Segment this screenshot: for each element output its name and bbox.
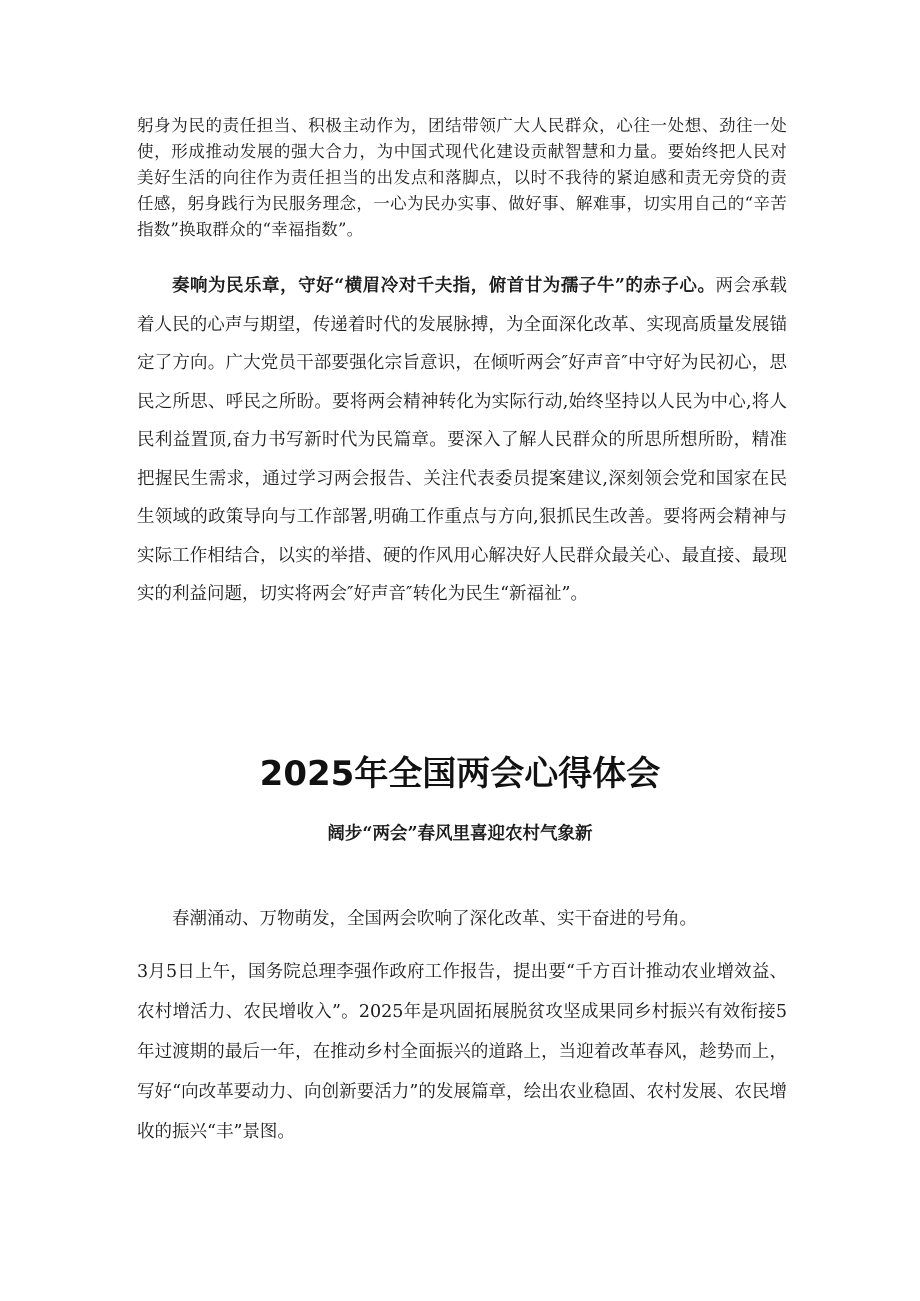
paragraph-lead-heading: 奏响为民乐章，守好“横眉冷对千夫指，俯首甘为孺子牛”的赤子心。 xyxy=(172,276,716,296)
article-subtitle: 阔步“两会”春风里喜迎农村气象新 xyxy=(327,824,593,844)
paragraph-intro: 春潮涌动、万物萌发，全国两会吹响了深化改革、实干奋进的号角。 xyxy=(172,909,697,929)
article-title-year: 2025 xyxy=(259,754,355,794)
article-title-text: 年全国两会心得体会 xyxy=(354,754,661,794)
paragraph-government-report: 3月5日上午，国务院总理李强作政府工作报告，提出要“千方百计推动农业增效益、农村增活力、农民增收入”。2025年是巩固拓展脱贫攻坚成果同乡村振兴有效衔接5年过渡期的最后一年，在推动乡村全面振兴的道路上，当迎着改革春风，趁势而上，写好“向改革要动力、向创新要活力”的发展篇章，绘出农业稳固、农村发展、农民增收的振兴“丰”景图。 xyxy=(137,962,787,1142)
paragraph-body: 两会承载着人民的心声与期望，传递着时代的发展脉搏，为全面深化改革、实现高质量发展锚定了方向。广大党员干部要强化宗旨意识，在倾听两会″好声音″中守好为民初心，思民之所思、呼民之所盼。要将两会精神转化为实际行动,始终坚持以人民为中心,将人民利益置顶,奋力书写新时代为民篇章。要深入了解人民群众的所思所想所盼，精准把握民生需求，通过学习两会报告、关注代表委员提案建议,深刻领会党和国家在民生领域的政策导向与工作部署,明确工作重点与方向,狠抓民生改善。要将两会精神与实际工作相结合，以实的举措、硬的作风用心解决好人民群众最关心、最直接、最现实的利益问题，切实将两会″好声音″转化为民生“新福祉”。 xyxy=(137,276,788,604)
paragraph-responsibility: 躬身为民的责任担当、积极主动作为，团结带领广大人民群众，心往一处想、劲往一处使，形成推动发展的强大合力，为中国式现代化建设贡献智慧和力量。要始终把人民对美好生活的向往作为责任担当的出发点和落脚点，以时不我待的紧迫感和责无旁贷的责任感，躬身践行为民服务理念，一心为民办实事、做好事、解难事，切实用自己的“辛苦指数”换取群众的“幸福指数”。 xyxy=(137,116,787,239)
paragraph-people-movement xyxy=(137,267,787,614)
article-title xyxy=(0,750,920,798)
